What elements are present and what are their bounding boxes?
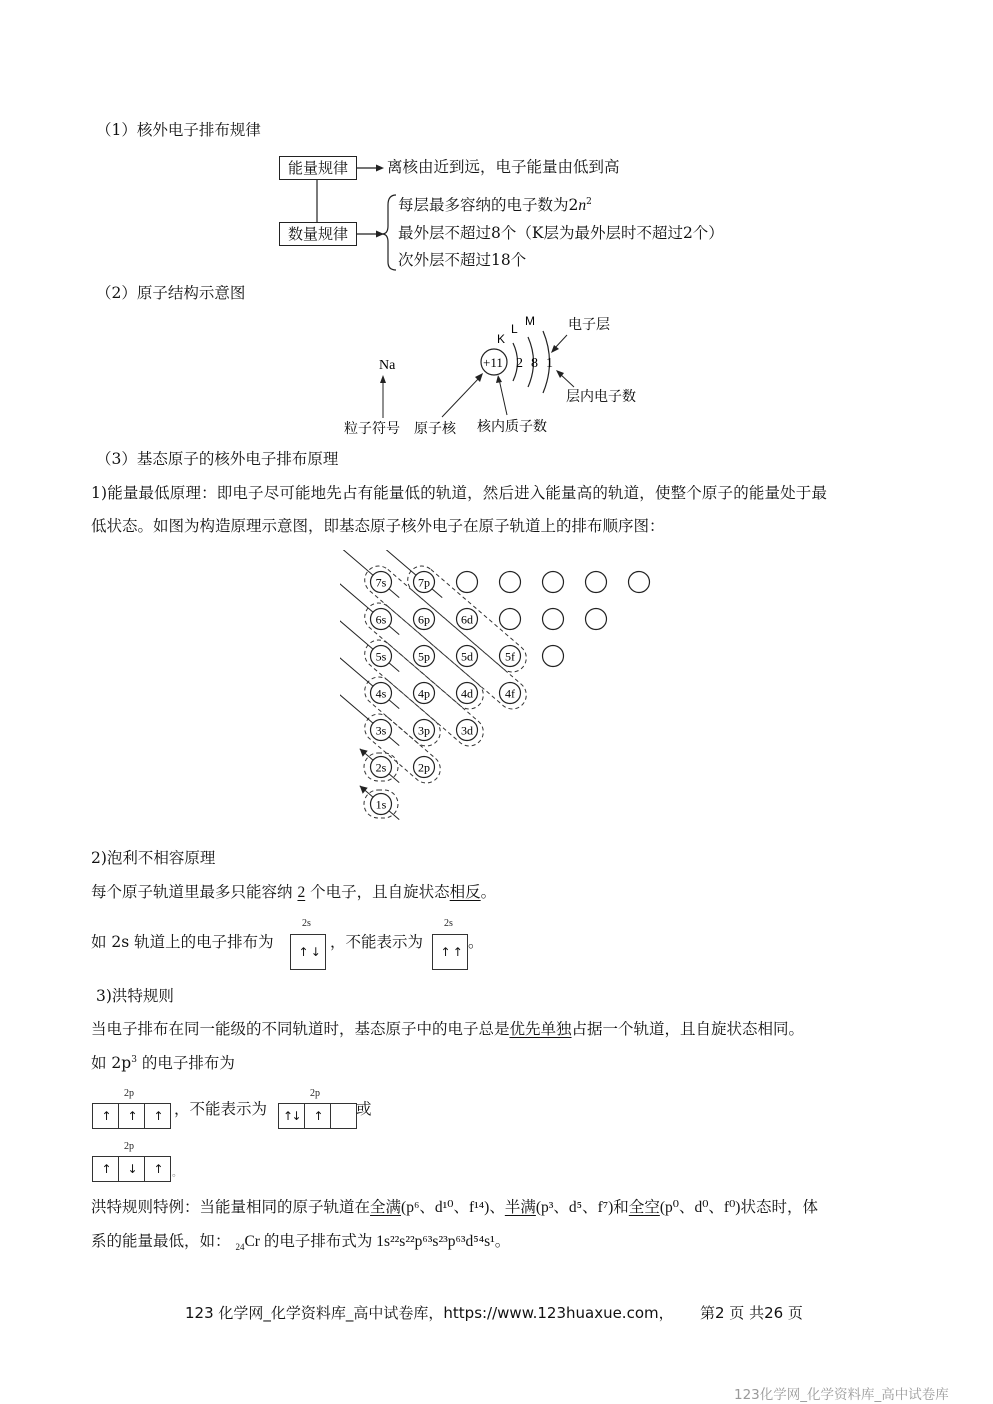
orbital-label: 4s <box>375 686 387 701</box>
section-1-title: （1）核外电子排布规律 <box>96 121 261 139</box>
electron-arrow: ↓ <box>127 1162 138 1176</box>
hund-special-line1: 洪特规则特例：当能量相同的原子轨道在全满(p⁶、d¹⁰、f¹⁴)、半满(p³、d⁵、f⁷)和全空(p⁰、d⁰、f⁰)状态时，体 <box>91 1198 818 1216</box>
orbital-label: 3s <box>375 723 387 738</box>
orbital-cell <box>291 935 325 969</box>
electron-arrow: ↑ <box>452 945 463 959</box>
orbital-label: 3d <box>461 723 473 738</box>
electrons-m: 1 <box>546 356 553 371</box>
orbital-cell <box>93 1104 119 1128</box>
hund-title: 3)洪特规则 <box>96 987 174 1005</box>
nucleus-charge: +11 <box>483 355 503 370</box>
orbital-label: 2s <box>375 760 387 775</box>
orbital-circle <box>543 646 564 667</box>
electron-arrow: ↑ <box>440 945 451 959</box>
shell-l: L <box>511 322 518 336</box>
pauli-example-text-b: ，不能表示为 <box>330 933 424 951</box>
orbital-label: 2s <box>302 918 311 929</box>
energy-rule-box: 能量规律 <box>279 156 357 180</box>
footer-page-number: 第2 页 共26 页 <box>700 1304 803 1322</box>
orbital-circle <box>543 572 564 593</box>
orbital-circle <box>500 572 521 593</box>
orbital-label: 4p <box>418 686 430 701</box>
orbital-label: 2p <box>124 1141 134 1152</box>
aufbau-fill-arrow <box>340 550 399 598</box>
aufbau-para-line1: 1)能量最低原理：即电子尽可能地先占有能量低的轨道，然后进入能量高的轨道，使整个原子的能量处于最 <box>91 484 828 502</box>
orbital-label: 2p <box>310 1088 320 1099</box>
orbital-circle <box>586 609 607 630</box>
electrons-k: 2 <box>516 356 523 371</box>
orbital-label: 2p <box>124 1088 134 1099</box>
orbital-cell <box>119 1157 145 1181</box>
orbital-cell <box>305 1104 331 1128</box>
pauli-blank-opposite: 相反 <box>449 883 481 901</box>
orbital-label: 1s <box>375 797 387 812</box>
section-3-title: （3）基态原子的核外电子排布原理 <box>96 450 339 468</box>
label-electron-shell: 电子层 <box>568 317 610 333</box>
rule-outer-shell: 最外层不超过8个（K层为最外层时不超过2个） <box>398 224 724 242</box>
footer-site: 123 化学网_化学资料库_高中试卷库，https://www.123huaxue.com， <box>185 1304 674 1322</box>
orbital-label: 2p <box>418 760 430 775</box>
electron-arrow: ↑ <box>283 1109 294 1123</box>
hund-blank-single: 优先单独 <box>509 1020 572 1038</box>
arrow-head-icon <box>360 786 368 794</box>
orbital-2p-correct <box>92 1088 172 1128</box>
electron-arrow: ↑ <box>153 1162 164 1176</box>
pauli-example-text-c: 。 <box>468 933 484 951</box>
pauli-blank-2: 2 <box>297 884 306 901</box>
electron-arrow: ↑ <box>127 1109 138 1123</box>
electron-arrow: ↓ <box>310 945 321 959</box>
hund-dot: 。 <box>172 1168 182 1179</box>
orbital-cell <box>279 1104 305 1128</box>
rule-max-per-shell: 每层最多容纳的电子数为$2n^2$ <box>398 196 592 214</box>
orbital-circle <box>457 572 478 593</box>
orbital-circle <box>500 609 521 630</box>
label-nucleus: 原子核 <box>414 421 456 437</box>
pauli-example-text-a: 如 2s 轨道上的电子排布为 <box>91 933 274 951</box>
orbital-label: 3p <box>418 723 430 738</box>
electron-arrow: ↑ <box>101 1109 112 1123</box>
orbital-label: 4d <box>461 686 473 701</box>
cr-electron-config: 1s²²s²²p⁶³s²³p⁶³d⁵⁴s¹ <box>376 1233 495 1250</box>
shell-m: M <box>525 314 535 328</box>
rule-second-outer-shell: 次外层不超过18个 <box>398 251 527 269</box>
electron-arrow: ↓ <box>291 1109 302 1123</box>
electron-arrow: ↑ <box>101 1162 112 1176</box>
blank-full: 全满 <box>370 1198 402 1216</box>
electron-arrow: ↑ <box>153 1109 164 1123</box>
aufbau-group-outline <box>359 671 446 751</box>
hund-special-line2: 系的能量最低，如： $_{24}$Cr 的电子排布式为 1s²²s²²p⁶³s²³p⁶³d⁵⁴s¹。 <box>91 1232 511 1253</box>
orbital-label: 5s <box>375 649 387 664</box>
hund-text: 当电子排布在同一能级的不同轨道时，基态原子中的电子总是优先单独占据一个轨道，且自旋状态相同。 <box>91 1020 805 1038</box>
shell-k: K <box>497 332 506 346</box>
particle-symbol: Na <box>379 358 396 373</box>
orbital-label: 5p <box>418 649 430 664</box>
orbital-label: 6s <box>375 612 387 627</box>
atom-structure-diagram <box>330 305 660 445</box>
orbital-cell <box>331 1104 356 1128</box>
orbital-label: 7s <box>375 575 387 590</box>
orbital-label: 7p <box>418 575 430 590</box>
orbital-label: 5f <box>505 649 515 664</box>
blank-empty: 全空 <box>628 1198 660 1216</box>
orbital-circle <box>586 572 607 593</box>
arrow-head-icon <box>360 749 368 757</box>
label-proton-count: 核内质子数 <box>477 419 547 435</box>
aufbau-para-line2: 低状态。如图为构造原理示意图，即基态原子核外电子在原子轨道上的排布顺序图： <box>91 517 665 535</box>
aufbau-diagram <box>340 550 660 835</box>
watermark: 123化学网_化学资料库_高中试卷库 <box>734 1387 949 1403</box>
orbital-2p-wrong-b <box>92 1141 172 1181</box>
orbital-cell <box>93 1157 119 1181</box>
electrons-l: 8 <box>531 356 538 371</box>
orbital-label: 6d <box>461 612 473 627</box>
label-particle-symbol: 粒子符号 <box>344 421 400 437</box>
orbital-label: 6p <box>418 612 430 627</box>
orbital-cell <box>119 1104 145 1128</box>
electron-arrow: ↑ <box>313 1109 324 1123</box>
pauli-text: 每个原子轨道里最多只能容纳 2 个电子，且自旋状态相反。 <box>91 883 497 901</box>
orbital-label: 2s <box>444 918 453 929</box>
pauli-title: 2)泡利不相容原理 <box>91 849 216 867</box>
count-rule-box: 数量规律 <box>279 222 357 246</box>
orbital-label: 5d <box>461 649 473 664</box>
orbital-cell <box>145 1157 170 1181</box>
electron-arrow: ↑ <box>298 945 309 959</box>
orbital-2s-correct <box>290 918 326 970</box>
hund-or-text: 或 <box>356 1100 372 1118</box>
hund-example-text: 如 $2p^3$ 的电子排布为 <box>91 1054 235 1072</box>
orbital-label: 4f <box>505 686 515 701</box>
hund-not-text: ，不能表示为 <box>174 1100 268 1118</box>
orbital-cell <box>145 1104 170 1128</box>
orbital-circle <box>543 609 564 630</box>
orbital-circle <box>629 572 650 593</box>
label-electrons-per-shell: 层内电子数 <box>566 389 636 405</box>
aufbau-group-outline <box>359 708 446 788</box>
orbital-2p-wrong-a <box>278 1088 358 1128</box>
section-2-title: （2）原子结构示意图 <box>96 284 246 302</box>
blank-half: 半满 <box>504 1198 536 1216</box>
orbital-cell <box>433 935 467 969</box>
orbital-2s-wrong <box>432 918 468 970</box>
energy-rule-desc: 离核由近到远，电子能量由低到高 <box>387 158 620 176</box>
